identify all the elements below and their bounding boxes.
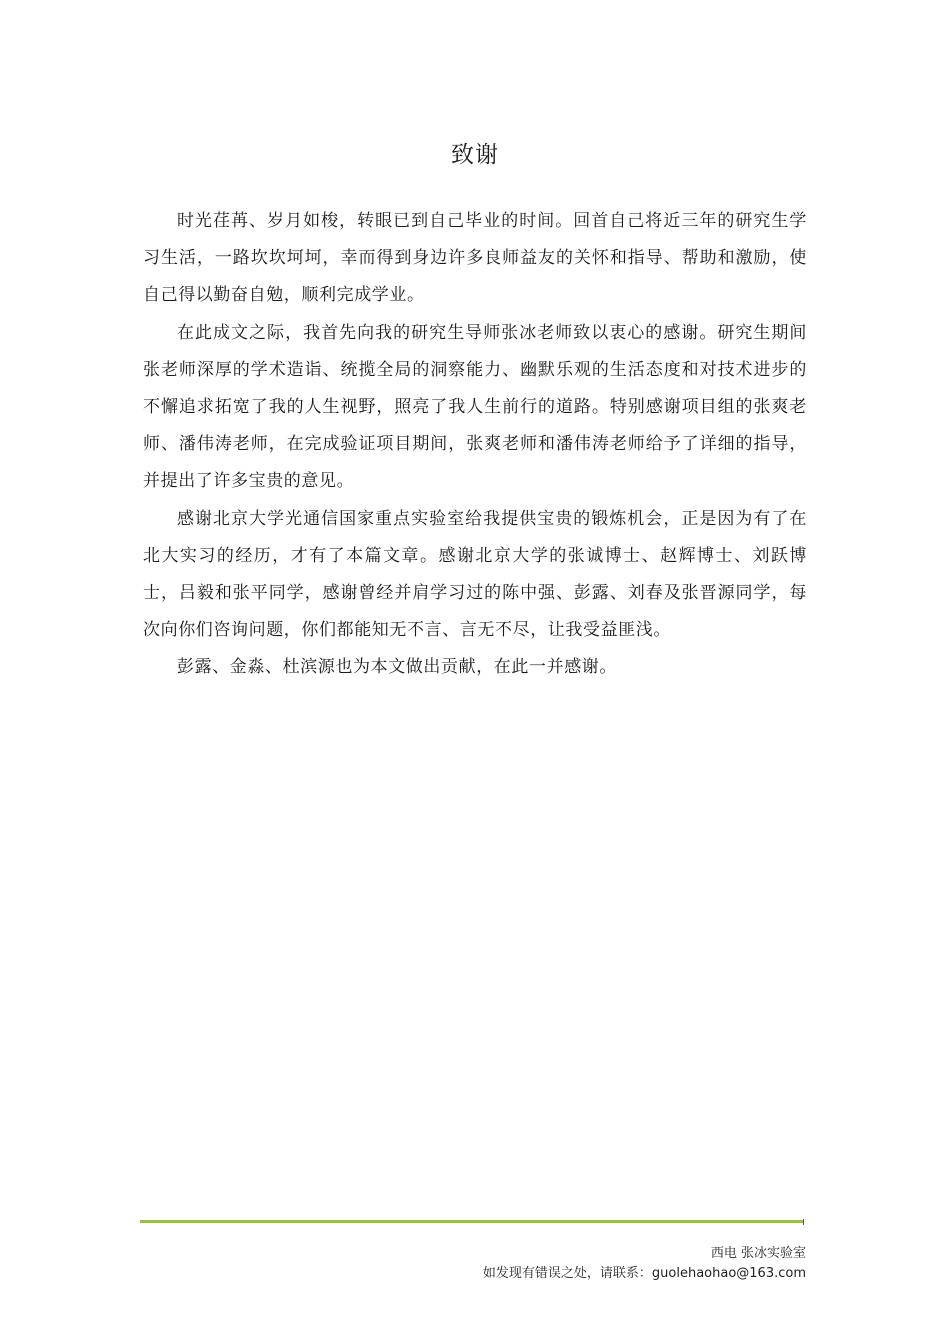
paragraph: 在此成文之际，我首先向我的研究生导师张冰老师致以衷心的感谢。研究生期间张老师深厚的学术造诣、统揽全局的洞察能力、幽默乐观的生活态度和对技术进步的不懈追求拓宽了我的人生视野，照亮了我人生前行的道路。特别感谢项目组的张爽老师、潘伟涛老师，在完成验证项目期间，张爽老师和潘伟涛老师给予了详细的指导，并提出了许多宝贵的意见。 [143,322,807,492]
paragraph: 时光荏苒、岁月如梭，转眼已到自己毕业的时间。回首自己将近三年的研究生学习生活，一路坎坎坷坷，幸而得到身边许多良师益友的关怀和指导、帮助和激励，使自己得以勤奋自勉，顺利完成学业。 [143,211,807,306]
footer-divider [140,1220,804,1223]
document-body [143,203,807,687]
page-footer [483,1244,806,1284]
paragraph: 彭露、金淼、杜滨源也为本文做出贡献，在此一并感谢。 [177,657,617,678]
footer-lab-name: 西电 张冰实验室 [710,1246,806,1261]
footer-contact: 如发现有错误之处，请联系：guolehaohao@163.com [482,1266,806,1281]
footer-divider-tick [803,1219,804,1225]
page-title: 致谢 [451,142,499,168]
paragraph: 感谢北京大学光通信国家重点实验室给我提供宝贵的锻炼机会，正是因为有了在北大实习的经历，才有了本篇文章。感谢北京大学的张诚博士、赵辉博士、刘跃博士，吕毅和张平同学，感谢曾经并肩学习过的陈中强、彭露、刘春及张晋源同学，每次向你们咨询问题，你们都能知无不言、言无不尽，让我受益匪浅。 [143,508,807,641]
